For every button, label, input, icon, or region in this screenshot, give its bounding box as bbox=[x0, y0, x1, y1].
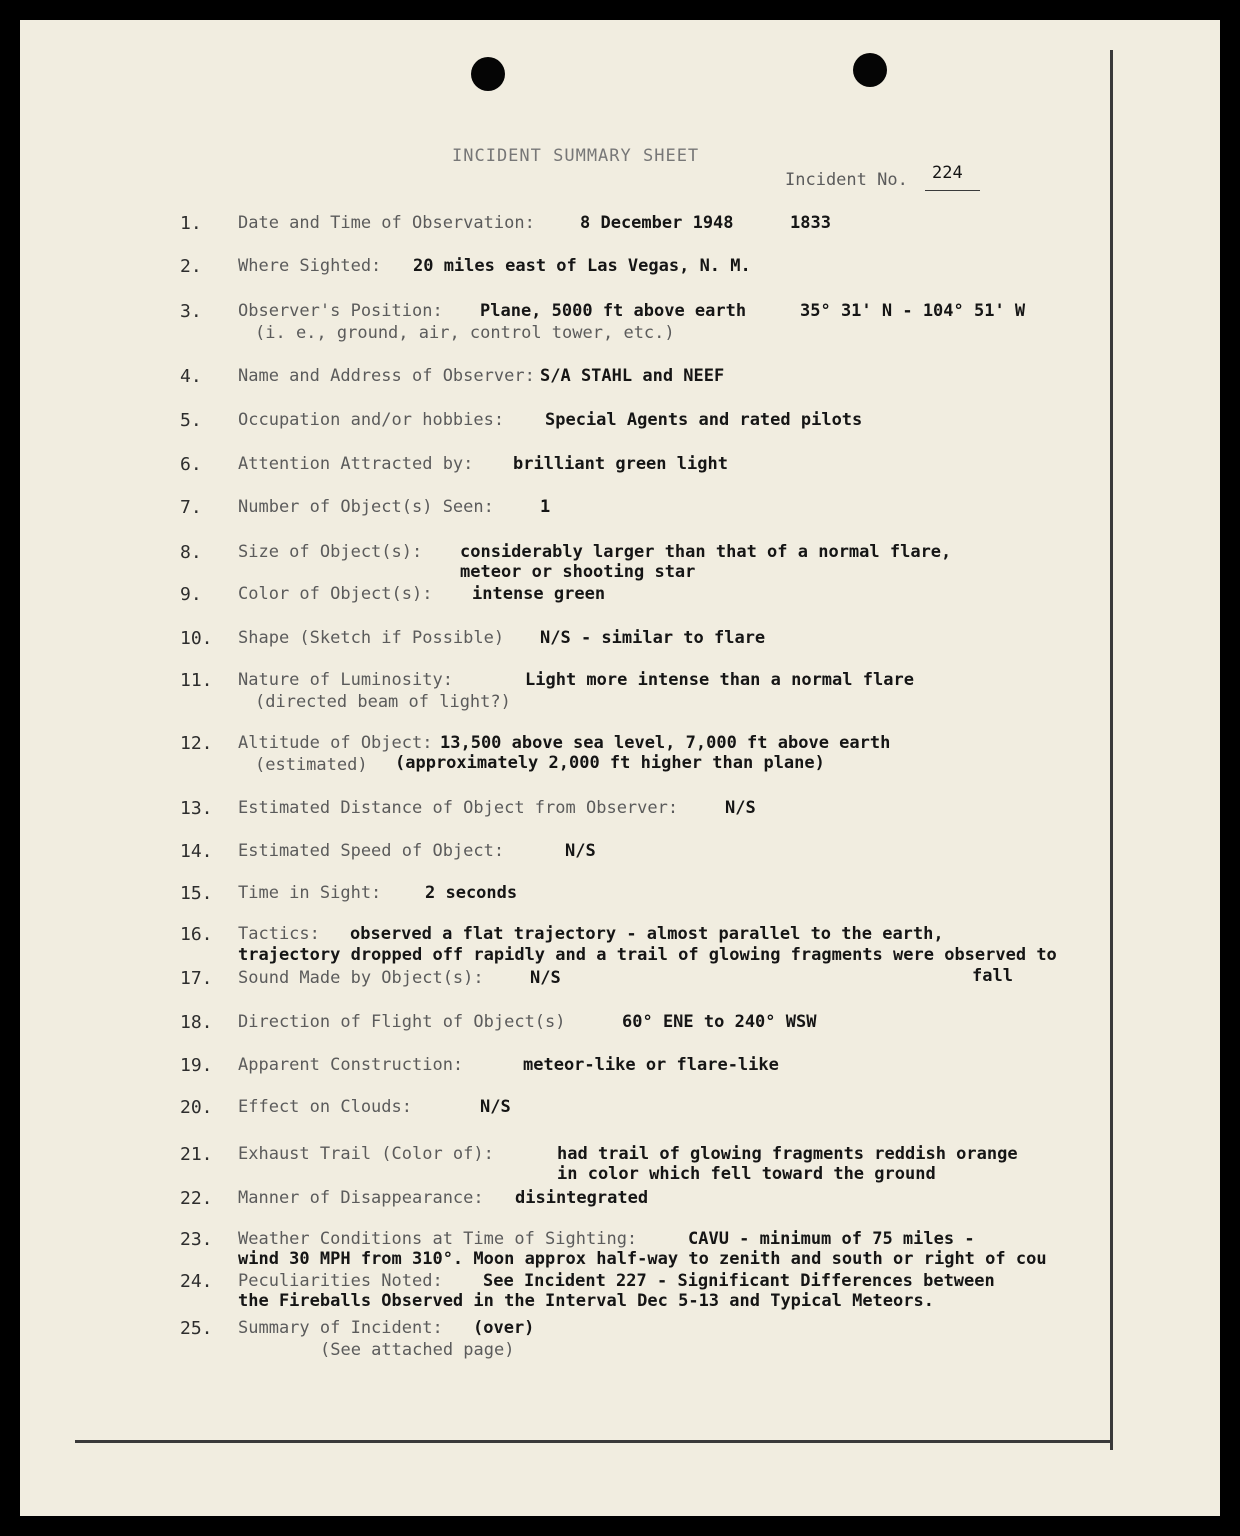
item-number: 10. bbox=[180, 628, 213, 649]
incident-number-underline bbox=[925, 190, 980, 191]
field-value: disintegrated bbox=[515, 1188, 649, 1208]
item-number: 1. bbox=[180, 213, 202, 234]
field-label: Observer's Position: bbox=[238, 301, 443, 321]
field-label: Sound Made by Object(s): bbox=[238, 968, 484, 988]
field-value: 1 bbox=[540, 497, 551, 517]
item-number: 23. bbox=[180, 1229, 213, 1250]
bottom-edge-line bbox=[75, 1440, 1110, 1443]
item-number: 6. bbox=[180, 454, 202, 475]
field-value-continued: meteor or shooting star bbox=[460, 562, 696, 582]
page-title: INCIDENT SUMMARY SHEET bbox=[452, 146, 700, 166]
field-label: Time in Sight: bbox=[238, 883, 382, 903]
field-value: Plane, 5000 ft above earth bbox=[480, 301, 747, 321]
field-value: brilliant green light bbox=[513, 454, 728, 474]
field-extra-value: 1833 bbox=[790, 213, 831, 233]
field-value: Special Agents and rated pilots bbox=[545, 410, 863, 430]
field-label: Attention Attracted by: bbox=[238, 454, 474, 474]
item-number: 2. bbox=[180, 256, 202, 277]
item-number: 9. bbox=[180, 584, 202, 605]
item-number: 15. bbox=[180, 883, 213, 904]
field-value: N/S - similar to flare bbox=[540, 628, 766, 648]
field-label: Shape (Sketch if Possible) bbox=[238, 628, 505, 648]
field-label: Weather Conditions at Time of Sighting: bbox=[238, 1229, 638, 1249]
incident-number-value: 224 bbox=[932, 163, 963, 183]
field-label: Effect on Clouds: bbox=[238, 1097, 412, 1117]
field-value: See Incident 227 - Significant Differences between bbox=[483, 1271, 995, 1291]
field-value-continued: trajectory dropped off rapidly and a trail of glowing fragments were observed to bbox=[238, 945, 1057, 965]
field-value: 60° ENE to 240° WSW bbox=[622, 1012, 817, 1032]
field-label: Where Sighted: bbox=[238, 256, 382, 276]
field-label: Estimated Speed of Object: bbox=[238, 841, 505, 861]
field-value: 8 December 1948 bbox=[580, 213, 734, 233]
punch-hole-right bbox=[853, 53, 887, 87]
field-value: N/S bbox=[530, 968, 561, 988]
field-extra-value: 35° 31' N - 104° 51' W bbox=[800, 301, 1026, 321]
field-label: Altitude of Object: bbox=[238, 733, 433, 753]
field-value-continued: in color which fell toward the ground bbox=[557, 1164, 936, 1184]
item-number: 19. bbox=[180, 1055, 213, 1076]
document-page bbox=[20, 20, 1220, 1516]
field-label: Name and Address of Observer: bbox=[238, 366, 535, 386]
item-number: 8. bbox=[180, 542, 202, 563]
field-value-continued: fall bbox=[972, 966, 1013, 986]
field-label: Exhaust Trail (Color of): bbox=[238, 1144, 494, 1164]
field-label: Apparent Construction: bbox=[238, 1055, 464, 1075]
field-value: (over) bbox=[473, 1318, 535, 1338]
field-value: Light more intense than a normal flare bbox=[525, 670, 914, 690]
field-label: Number of Object(s) Seen: bbox=[238, 497, 494, 517]
item-number: 5. bbox=[180, 410, 202, 431]
field-label: Peculiarities Noted: bbox=[238, 1271, 443, 1291]
item-number: 12. bbox=[180, 733, 213, 754]
item-number: 22. bbox=[180, 1188, 213, 1209]
item-number: 16. bbox=[180, 924, 213, 945]
punch-hole-left bbox=[471, 57, 505, 91]
field-value: considerably larger than that of a normal flare, bbox=[460, 542, 952, 562]
item-number: 7. bbox=[180, 497, 202, 518]
field-value: 20 miles east of Las Vegas, N. M. bbox=[413, 256, 751, 276]
field-label: Nature of Luminosity: bbox=[238, 670, 453, 690]
field-value: had trail of glowing fragments reddish orange bbox=[557, 1144, 1018, 1164]
item-number: 20. bbox=[180, 1097, 213, 1118]
field-label: Summary of Incident: bbox=[238, 1318, 443, 1338]
field-value: 2 seconds bbox=[425, 883, 518, 903]
item-number: 14. bbox=[180, 841, 213, 862]
field-label: Tactics: bbox=[238, 924, 320, 944]
item-number: 18. bbox=[180, 1012, 213, 1033]
field-sublabel: (i. e., ground, air, control tower, etc.) bbox=[255, 323, 675, 343]
field-value: meteor-like or flare-like bbox=[523, 1055, 779, 1075]
field-sublabel: (See attached page) bbox=[320, 1340, 515, 1360]
field-label: Direction of Flight of Object(s) bbox=[238, 1012, 566, 1032]
field-value: 13,500 above sea level, 7,000 ft above earth bbox=[440, 733, 891, 753]
field-label: Color of Object(s): bbox=[238, 584, 433, 604]
field-value-continued: wind 30 MPH from 310°. Moon approx half-way to zenith and south or right of cou bbox=[238, 1249, 1047, 1269]
field-sublabel: (directed beam of light?) bbox=[255, 692, 511, 712]
field-label: Estimated Distance of Object from Observer: bbox=[238, 798, 679, 818]
field-value: S/A STAHL and NEEF bbox=[540, 366, 725, 386]
field-label: Size of Object(s): bbox=[238, 542, 423, 562]
field-label: Occupation and/or hobbies: bbox=[238, 410, 505, 430]
field-value: intense green bbox=[472, 584, 606, 604]
field-value: N/S bbox=[480, 1097, 511, 1117]
field-value: observed a flat trajectory - almost parallel to the earth, bbox=[350, 924, 944, 944]
field-sublabel: (estimated) bbox=[255, 755, 368, 775]
item-number: 17. bbox=[180, 968, 213, 989]
item-number: 3. bbox=[180, 301, 202, 322]
field-value: N/S bbox=[565, 841, 596, 861]
field-value-continued: the Fireballs Observed in the Interval Dec 5-13 and Typical Meteors. bbox=[238, 1291, 934, 1311]
field-label: Date and Time of Observation: bbox=[238, 213, 535, 233]
field-value: N/S bbox=[725, 798, 756, 818]
item-number: 13. bbox=[180, 798, 213, 819]
field-value: CAVU - minimum of 75 miles - bbox=[688, 1229, 975, 1249]
right-margin-line bbox=[1110, 50, 1113, 1450]
field-label: Manner of Disappearance: bbox=[238, 1188, 484, 1208]
item-number: 11. bbox=[180, 670, 213, 691]
item-number: 24. bbox=[180, 1271, 213, 1292]
incident-number-label: Incident No. bbox=[785, 170, 908, 190]
item-number: 4. bbox=[180, 366, 202, 387]
field-value-continued: (approximately 2,000 ft higher than plane) bbox=[395, 753, 825, 773]
item-number: 25. bbox=[180, 1318, 213, 1339]
item-number: 21. bbox=[180, 1144, 213, 1165]
